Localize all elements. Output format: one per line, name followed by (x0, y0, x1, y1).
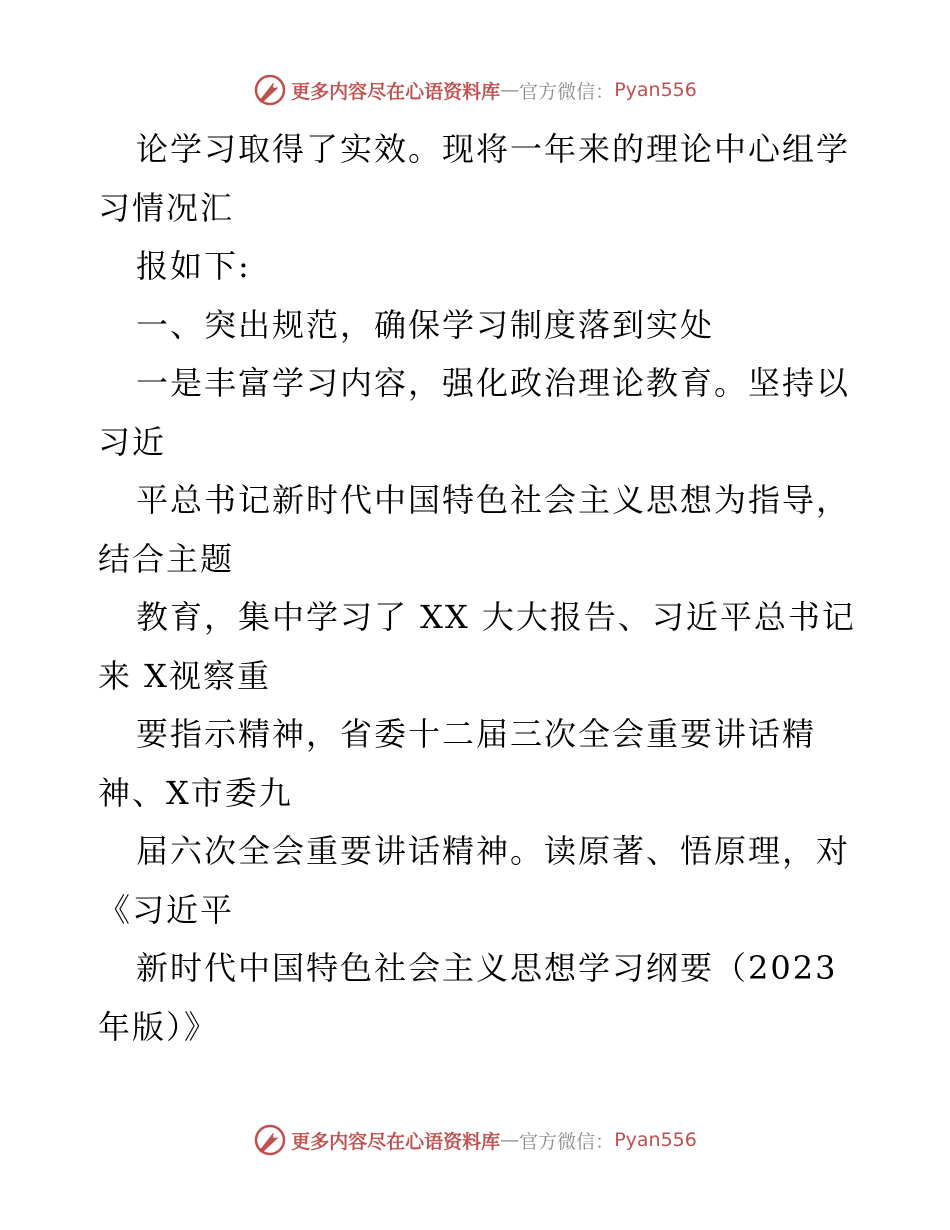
text-line: 结合主题 (98, 539, 235, 578)
text-line: 要指示精神，省委十二届三次全会重要讲话精 (136, 715, 817, 753)
banner-label: 官方微信： (519, 1130, 615, 1153)
text-line: 习近 (98, 422, 167, 461)
banner-wechat-id: Pyan556 (614, 79, 697, 101)
text-line: 一是丰富学习内容，强化政治理论教育。坚持以 (136, 364, 851, 402)
text-line: 神、X市委九 (98, 773, 293, 812)
document-body (98, 120, 858, 1056)
text-line: 届六次全会重要讲话精神。读原著、悟原理，对 (136, 832, 851, 870)
section-heading: 一、突出规范，确保学习制度落到实处 (136, 305, 715, 344)
banner-wechat-id: Pyan556 (614, 1129, 697, 1151)
banner-label: 官方微信： (519, 80, 615, 103)
banner-main-text: 更多内容尽在心语资料库 (291, 1130, 501, 1153)
banner-main-text: 更多内容尽在心语资料库 (291, 80, 501, 103)
text-line: 习情况汇 (98, 188, 235, 227)
text-line: 新时代中国特色社会主义思想学习纲要（2023 (136, 949, 838, 987)
text-line: 来 X视察重 (98, 656, 271, 695)
text-line: 平总书记新时代中国特色社会主义思想为指导， (136, 481, 851, 519)
header-banner (0, 70, 950, 110)
text-line: 报如下: (136, 247, 251, 285)
banner-dash: — (500, 79, 520, 101)
text-line: 教育，集中学习了 XX 大大报告、习近平总书记 (136, 598, 856, 636)
text-line: 年版）》 (98, 1007, 219, 1046)
pen-nib-logo-icon (253, 1123, 287, 1157)
footer-banner (0, 1120, 950, 1160)
text-line: 《习近平 (98, 890, 235, 929)
text-line: 论学习取得了实效。现将一年来的理论中心组学 (136, 130, 851, 168)
banner-dash: — (500, 1129, 520, 1151)
pen-nib-logo-icon (253, 73, 287, 107)
